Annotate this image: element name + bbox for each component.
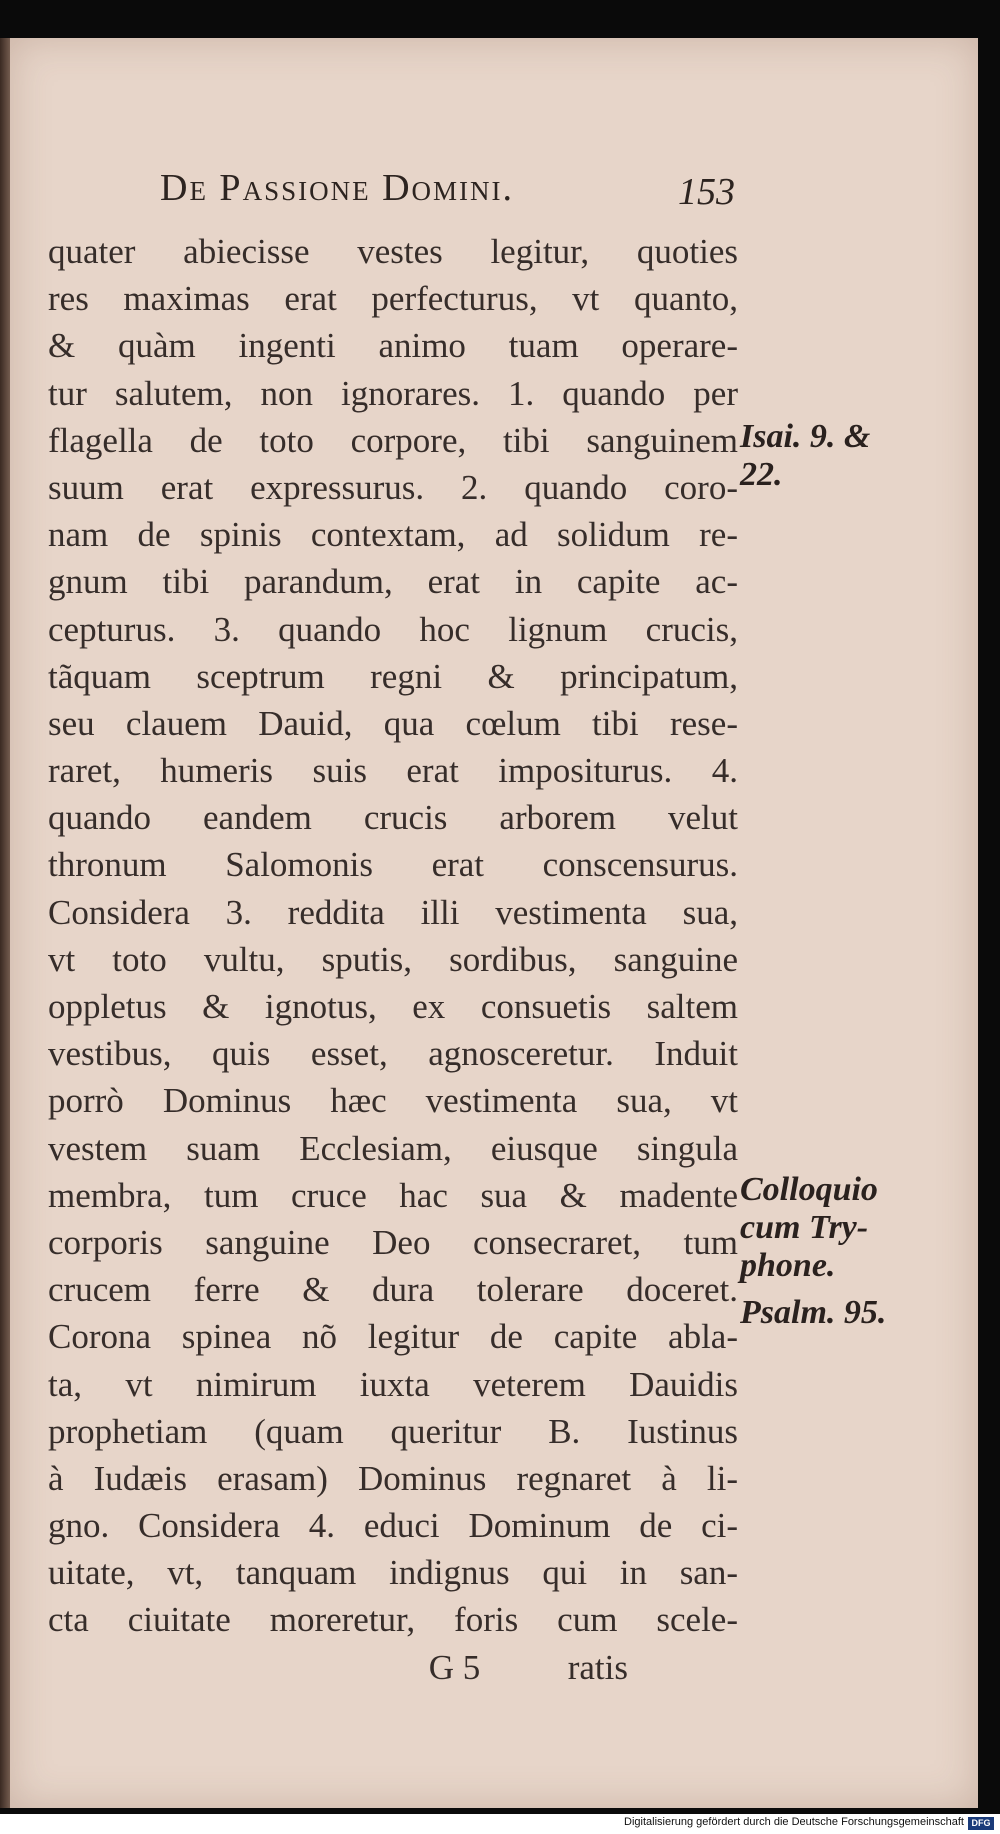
footer-bar	[0, 1814, 1000, 1834]
text-line: gno. Considera 4. educi Dominum de ci-	[48, 1506, 738, 1546]
margin-note-psalm: Psalm. 95.	[740, 1294, 887, 1331]
text-line: suum erat expressurus. 2. quando coro-	[48, 467, 738, 507]
text-line: flagella de toto corpore, tibi sanguinem	[48, 420, 738, 460]
text-line: quando eandem crucis arborem velut	[48, 798, 738, 838]
margin-note-isaiah: Isai. 9. & 22.	[740, 418, 871, 493]
text-line: G 5 ratis	[428, 1647, 628, 1687]
margin-note-colloquio: Colloquio cum Try- phone.	[740, 1171, 878, 1284]
page-number: 153	[678, 171, 735, 213]
text-line: à Iudæis erasam) Dominus regnaret à li-	[48, 1458, 738, 1498]
funding-credit: Digitalisierung gefördert durch die Deutsche Forschungsgemeinschaft	[624, 1816, 964, 1828]
main-text	[48, 228, 738, 1691]
text-line: crucem ferre & dura tolerare doceret.	[48, 1270, 738, 1310]
text-line: ta, vt nimirum iuxta veterem Dauidis	[48, 1364, 738, 1404]
text-line: Corona spinea nõ legitur de capite abla-	[48, 1317, 738, 1357]
text-line: Considera 3. reddita illi vestimenta sua,	[48, 892, 738, 932]
text-line: prophetiam (quam queritur B. Iustinus	[48, 1411, 738, 1451]
text-line: nam de spinis contextam, ad solidum re-	[48, 515, 738, 555]
text-line: quater abiecisse vestes legitur, quoties	[48, 232, 738, 271]
text-line: gnum tibi parandum, erat in capite ac-	[48, 562, 738, 602]
text-line: uitate, vt, tanquam indignus qui in san-	[48, 1553, 738, 1593]
text-line: corporis sanguine Deo consecraret, tum	[48, 1222, 738, 1262]
text-line: & quàm ingenti animo tuam operare-	[48, 326, 738, 366]
text-line: porrò Dominus hæc vestimenta sua, vt	[48, 1081, 738, 1121]
text-line: thronum Salomonis erat conscensurus.	[48, 845, 738, 885]
text-line: res maximas erat perfecturus, vt quanto,	[48, 279, 738, 319]
text-line: oppletus & ignotus, ex consuetis saltem	[48, 987, 738, 1026]
text-line: tur salutem, non ignorares. 1. quando per	[48, 373, 738, 413]
text-line: cta ciuitate moreretur, foris cum scele-	[48, 1600, 738, 1640]
text-line: raret, humeris suis erat impositurus. 4.	[48, 751, 738, 791]
text-line: vestem suam Ecclesiam, eiusque singula	[48, 1128, 738, 1168]
text-line: cepturus. 3. quando hoc lignum crucis,	[48, 609, 738, 649]
book-page	[10, 38, 978, 1808]
dfg-logo: DFG	[968, 1817, 994, 1830]
text-line: seu clauem Dauid, qua cœlum tibi rese-	[48, 703, 738, 743]
text-line: vt toto vultu, sputis, sordibus, sanguine	[48, 939, 738, 979]
running-head: De Passione Domini.	[160, 167, 515, 209]
text-line: tãquam sceptrum regni & principatum,	[48, 656, 738, 696]
text-line: membra, tum cruce hac sua & madente	[48, 1175, 738, 1215]
text-line: vestibus, quis esset, agnosceretur. Induit	[48, 1034, 738, 1074]
